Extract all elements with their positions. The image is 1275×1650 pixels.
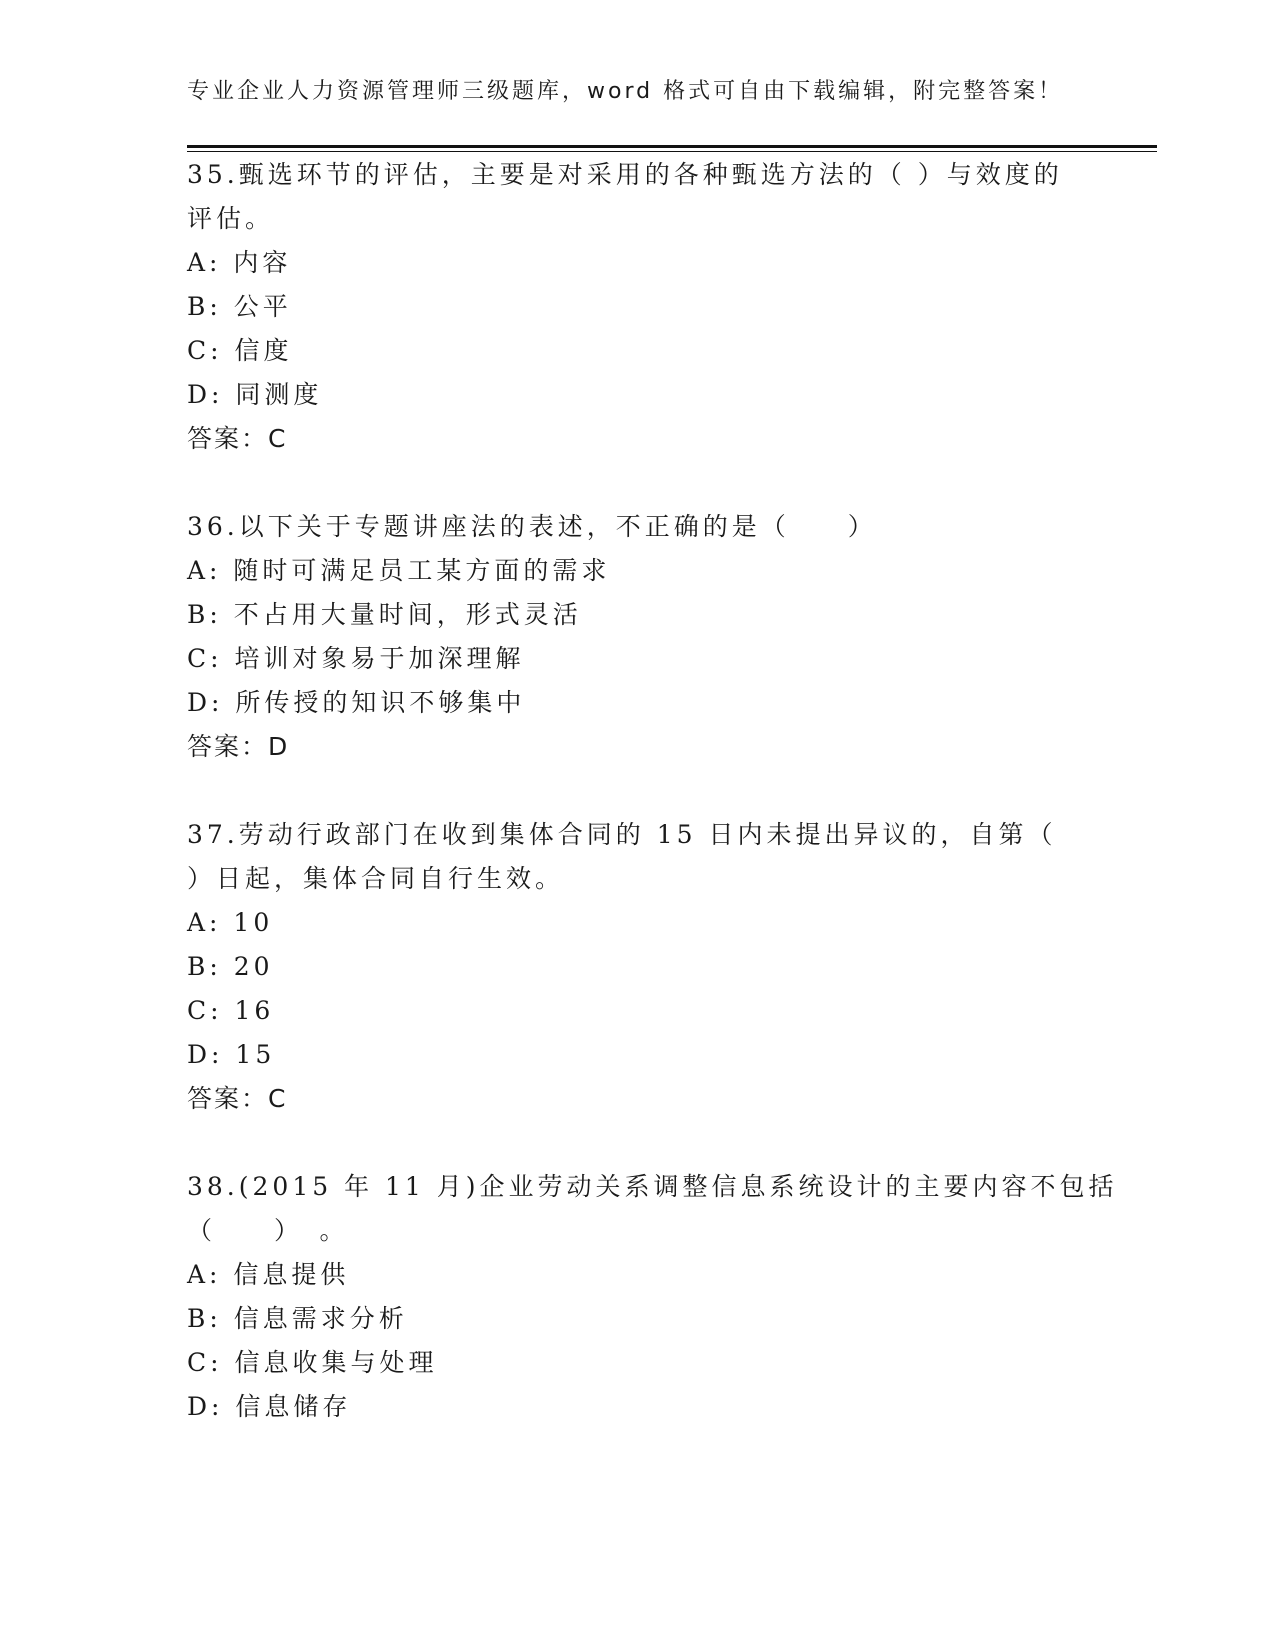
question-37-option-d: D: 15 — [187, 1040, 276, 1069]
question-38-option-b: B: 信息需求分析 — [187, 1304, 408, 1333]
question-38-option-d: D: 信息储存 — [187, 1392, 352, 1421]
document-header: 专业企业人力资源管理师三级题库，word 格式可自由下载编辑，附完整答案！ — [187, 79, 1064, 104]
question-38-option-c: C: 信息收集与处理 — [187, 1348, 438, 1377]
question-37-option-b: B: 20 — [187, 952, 274, 981]
question-35-option-b: B: 公平 — [187, 292, 292, 321]
question-35-option-d: D: 同测度 — [187, 380, 323, 409]
question-37-option-c: C: 16 — [187, 996, 275, 1025]
question-36-option-c: C: 培训对象易于加深理解 — [187, 644, 525, 673]
question-36-stem-line-1: 36.以下关于专题讲座法的表述，不正确的是（ ） — [187, 512, 877, 541]
question-38-option-a: A: 信息提供 — [187, 1260, 350, 1289]
question-35-stem-line-2: 评估。 — [187, 204, 275, 233]
question-38-stem-line-2: （ ） 。 — [187, 1216, 349, 1245]
question-37-stem-line-1: 37.劳动行政部门在收到集体合同的 15 日内未提出异议的，自第（ — [187, 820, 1057, 849]
question-35-option-c: C: 信度 — [187, 336, 293, 365]
question-36-answer: 答案：D — [187, 732, 290, 761]
question-37-stem-line-2: ）日起，集体合同自行生效。 — [187, 864, 565, 893]
question-37-option-a: A: 10 — [187, 908, 274, 937]
question-37-answer: 答案：C — [187, 1084, 288, 1113]
header-rule-thin — [187, 151, 1157, 152]
question-38-stem-line-1: 38.(2015 年 11 月)企业劳动关系调整信息系统设计的主要内容不包括 — [187, 1172, 1118, 1201]
question-35-answer: 答案：C — [187, 424, 288, 453]
question-36-option-b: B: 不占用大量时间，形式灵活 — [187, 600, 582, 629]
question-36-option-d: D: 所传授的知识不够集中 — [187, 688, 526, 717]
header-rule-thick — [187, 145, 1157, 148]
question-36-option-a: A: 随时可满足员工某方面的需求 — [187, 556, 611, 585]
question-35-option-a: A: 内容 — [187, 248, 292, 277]
question-35-stem-line-1: 35.甄选环节的评估，主要是对采用的各种甄选方法的（ ）与效度的 — [187, 160, 1063, 189]
